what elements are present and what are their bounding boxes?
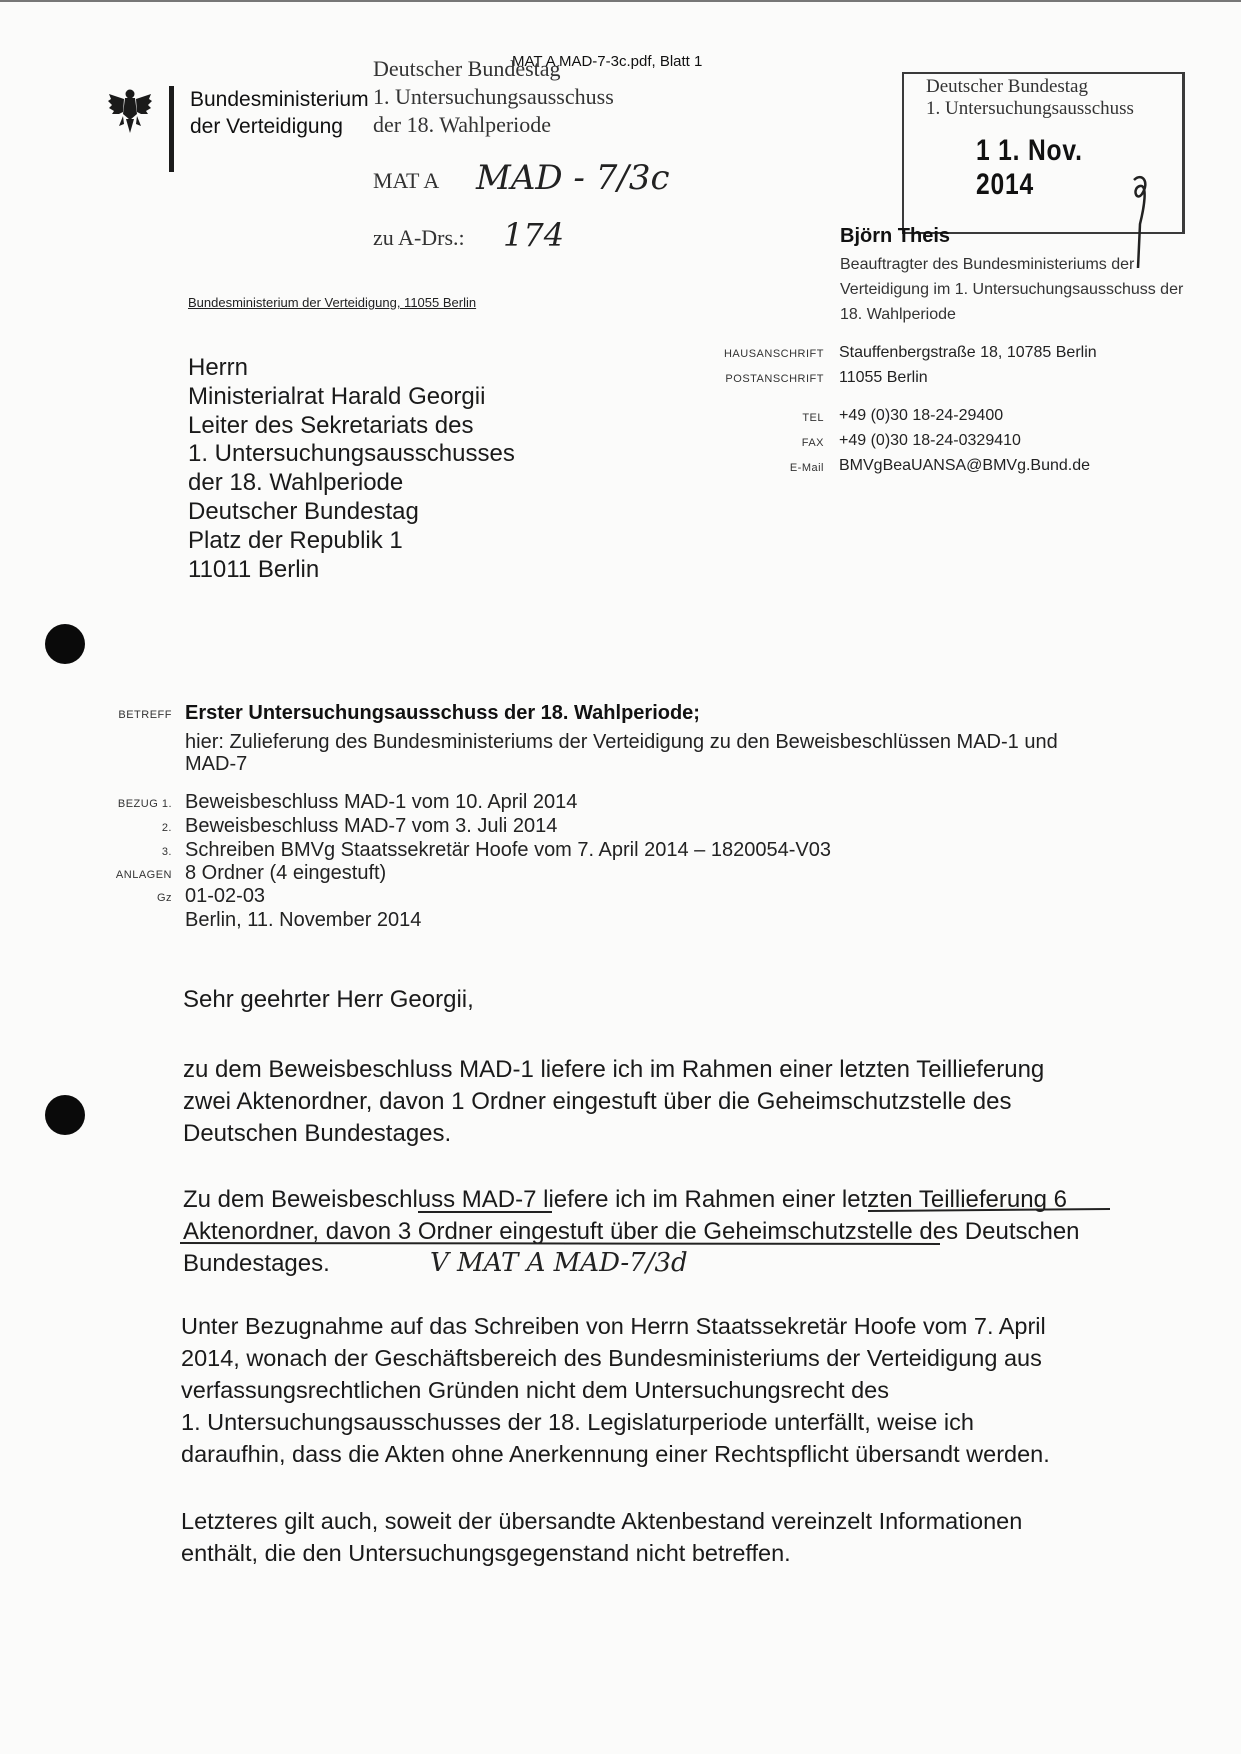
betreff-subject: Erster Untersuchungsausschuss der 18. Wahlperiode; bbox=[185, 702, 700, 724]
gz-value: 01-02-03 bbox=[185, 885, 266, 907]
gz-label: Gz bbox=[156, 892, 172, 904]
bezug-2-num: 2. bbox=[161, 822, 172, 834]
receipt-stamp-line-1: Deutscher Bundestag bbox=[926, 76, 1088, 97]
handwritten-note: V MAT A MAD-7/3d bbox=[430, 1248, 688, 1278]
stamp-drs-label: zu A-Drs.: bbox=[373, 225, 465, 250]
mail-label: E-Mail bbox=[789, 462, 824, 474]
tel-label: TEL bbox=[802, 412, 824, 424]
bezug-2: Beweisbeschluss MAD-7 vom 3. Juli 2014 bbox=[185, 815, 558, 837]
bezug-3-num: 3. bbox=[161, 846, 172, 858]
paragraph-line: verfassungsrechtlichen Gründen nicht dem Untersuchungsrecht des bbox=[181, 1377, 889, 1403]
return-address: Bundesministerium der Verteidigung, 11055 Berlin bbox=[188, 295, 477, 310]
punch-hole-mark bbox=[45, 624, 85, 664]
stamp-mat-label: MAT A bbox=[373, 168, 440, 193]
recipient-line: Deutscher Bundestag bbox=[188, 497, 419, 525]
place-date: Berlin, 11. November 2014 bbox=[185, 909, 422, 931]
betreff-line-3: MAD-7 bbox=[185, 753, 248, 775]
tel-value: +49 (0)30 18-24-29400 bbox=[839, 407, 1004, 424]
paragraph-line: enthält, die den Untersuchungsgegenstand nicht betreffen. bbox=[181, 1540, 791, 1566]
recipient-address bbox=[188, 354, 515, 584]
ministry-name bbox=[190, 86, 369, 140]
receipt-stamp-line-2: 1. Untersuchungsausschuss bbox=[926, 98, 1134, 119]
recipient-line: 11011 Berlin bbox=[188, 555, 320, 583]
ministry-line-1: Bundesministerium bbox=[190, 88, 369, 111]
bezug-3: Schreiben BMVg Staatssekretär Hoofe vom 7. April 2014 – 1820054-V03 bbox=[185, 839, 831, 861]
federal-eagle-icon bbox=[107, 86, 153, 136]
post-label: POSTANSCHRIFT bbox=[725, 373, 824, 385]
fax-label: FAX bbox=[801, 437, 824, 449]
punch-hole-mark bbox=[45, 1095, 85, 1135]
recipient-line: Herrn bbox=[188, 354, 249, 381]
sender-title-2: Verteidigung im 1. Untersuchungsausschuss der bbox=[840, 281, 1184, 298]
paragraph-line: 1. Untersuchungsausschusses der 18. Legislaturperiode unterfällt, weise ich bbox=[181, 1409, 974, 1435]
anlagen-label: ANLAGEN bbox=[115, 869, 172, 881]
stamp-ausschuss-line: 1. Untersuchungsausschuss bbox=[373, 84, 614, 109]
paragraph-line: Unter Bezugnahme auf das Schreiben von Herrn Staatssekretär Hoofe vom 7. April bbox=[181, 1313, 1046, 1339]
paragraph-4 bbox=[181, 1505, 1022, 1569]
bezug-1: Beweisbeschluss MAD-1 vom 10. April 2014 bbox=[185, 791, 578, 813]
receipt-stamp-date: 1 1. Nov. 2014 bbox=[976, 134, 1083, 201]
header-bar bbox=[169, 86, 174, 172]
haus-value: Stauffenbergstraße 18, 10785 Berlin bbox=[839, 344, 1097, 361]
recipient-line: Leiter des Sekretariats des bbox=[188, 411, 474, 439]
fax-value: +49 (0)30 18-24-0329410 bbox=[839, 432, 1021, 449]
paragraph-line: daraufhin, dass die Akten ohne Anerkennung einer Rechtspflicht übersandt werden. bbox=[181, 1441, 1050, 1467]
sender-title-1: Beauftragter des Bundesministeriums der bbox=[840, 256, 1135, 273]
paragraph-1 bbox=[183, 1054, 1044, 1150]
file-marker: MAT A MAD-7-3c.pdf, Blatt 1 bbox=[512, 53, 703, 70]
paragraph-line: Bundestages. bbox=[183, 1250, 330, 1277]
stamp-bundestag-line: Deutscher Bundestag bbox=[373, 56, 561, 81]
betreff-label: BETREFF bbox=[118, 709, 172, 721]
ministry-line-2: der Verteidigung bbox=[190, 115, 343, 138]
paragraph-line: Zu dem Beweisbeschluss MAD-7 liefere ich im Rahmen einer letzten Teillieferung 6 bbox=[183, 1186, 1067, 1213]
betreff-line-2: hier: Zulieferung des Bundesministeriums der Verteidigung zu den Beweisbeschlüssen MAD-1 und bbox=[185, 731, 1058, 753]
recipient-line: 1. Untersuchungsausschusses bbox=[188, 440, 515, 468]
paragraph-line: zwei Aktenordner, davon 1 Ordner eingestuft über die Geheimschutzstelle des bbox=[183, 1088, 1012, 1115]
sender-name: Björn Theis bbox=[840, 225, 951, 247]
stamp-wahlperiode-line: der 18. Wahlperiode bbox=[373, 112, 552, 137]
haus-label: HAUSANSCHRIFT bbox=[723, 348, 824, 360]
anlagen-value: 8 Ordner (4 eingestuft) bbox=[185, 862, 387, 884]
sender-title-3: 18. Wahlperiode bbox=[840, 306, 956, 323]
paragraph-3 bbox=[181, 1310, 1050, 1470]
page-top-edge bbox=[0, 0, 1241, 2]
stamp-mat-handwritten: MAD - 7/3c bbox=[476, 158, 670, 198]
paragraph-line: Deutschen Bundestages. bbox=[183, 1120, 452, 1147]
paragraph-line: Aktenordner, davon 3 Ordner eingestuft über die Geheimschutzstelle des Deutschen bbox=[183, 1218, 1080, 1245]
post-value: 11055 Berlin bbox=[839, 369, 928, 386]
handwritten-underlines bbox=[180, 1203, 1120, 1253]
recipient-line: Platz der Republik 1 bbox=[188, 526, 403, 554]
paragraph-line: 2014, wonach der Geschäftsbereich des Bundesministeriums der Verteidigung aus bbox=[181, 1345, 1042, 1371]
recipient-line: Ministerialrat Harald Georgii bbox=[188, 382, 486, 410]
recipient-line: der 18. Wahlperiode bbox=[188, 469, 404, 497]
paragraph-line: zu dem Beweisbeschluss MAD-1 liefere ich im Rahmen einer letzten Teillieferung bbox=[183, 1056, 1045, 1083]
salutation: Sehr geehrter Herr Georgii, bbox=[183, 986, 474, 1013]
stamp-drs-handwritten: 174 bbox=[503, 216, 565, 254]
bezug-label: BEZUG 1. bbox=[117, 798, 172, 810]
mail-value: BMVgBeaUANSA@BMVg.Bund.de bbox=[839, 457, 1091, 474]
paragraph-line: Letzteres gilt auch, soweit der übersandte Aktenbestand vereinzelt Informationen bbox=[181, 1508, 1023, 1534]
